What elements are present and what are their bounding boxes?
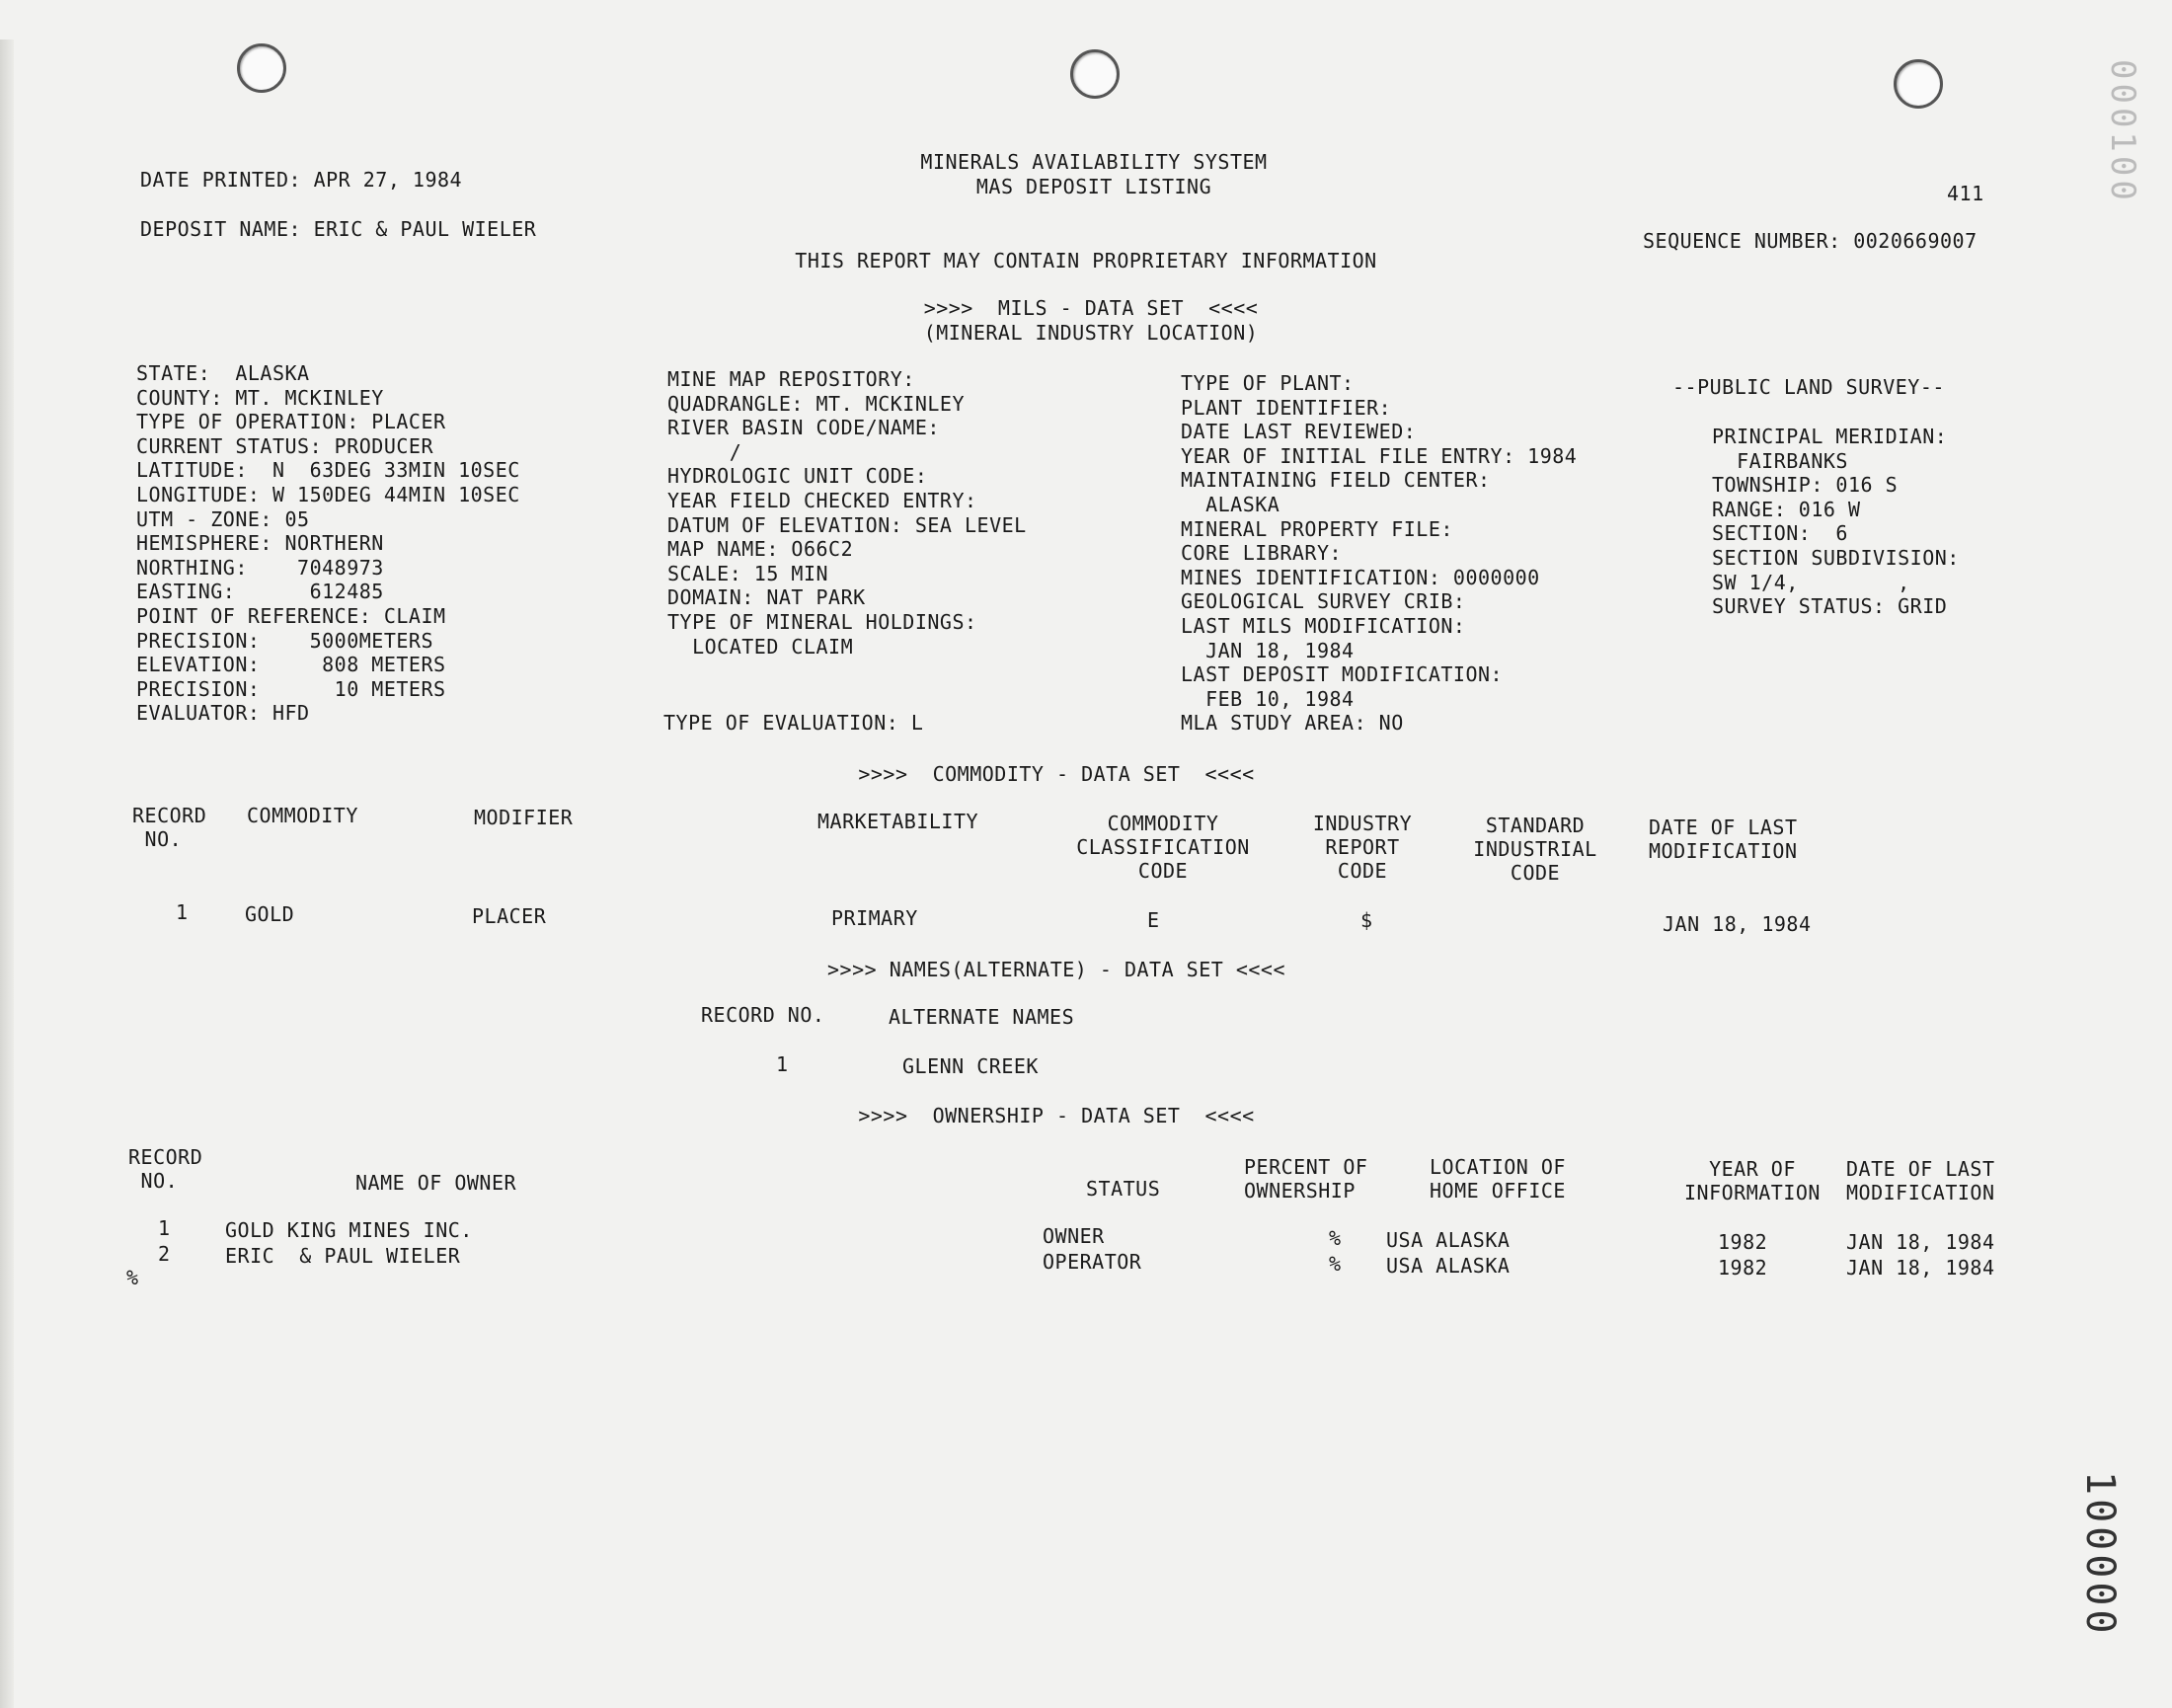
mils-field: DOMAIN: NAT PARK: [667, 585, 866, 610]
mils-field: CORE LIBRARY:: [1181, 541, 1343, 566]
ownership-row-date: JAN 18, 1984: [1846, 1256, 1995, 1280]
mils-field: LAST DEPOSIT MODIFICATION:: [1181, 662, 1504, 687]
listing-title: MAS DEPOSIT LISTING: [975, 175, 1212, 198]
ownership-row-year: 1982: [1718, 1256, 1768, 1280]
mils-field: MAINTAINING FIELD CENTER:: [1181, 468, 1491, 493]
bottom-margin-stamp: 100000: [2077, 1471, 2123, 1638]
mils-field: HEMISPHERE: NORTHERN: [136, 531, 384, 556]
type-of-evaluation: TYPE OF EVALUATION: L: [663, 711, 924, 735]
ownership-header-record: RECORD NO.: [128, 1145, 203, 1193]
mils-field: ELEVATION: 808 METERS: [136, 653, 446, 677]
mils-field: FEB 10, 1984: [1181, 686, 1355, 711]
mils-field: NORTHING: 7048973: [136, 555, 384, 580]
mils-field: LONGITUDE: W 150DEG 44MIN 10SEC: [136, 483, 520, 506]
punch-hole-center: [1070, 49, 1120, 99]
ownership-header-percent: PERCENT OF OWNERSHIP: [1244, 1155, 1368, 1203]
mils-field: SCALE: 15 MIN: [667, 561, 829, 585]
ownership-row-percent: %: [1329, 1226, 1342, 1250]
commodity-row-date: JAN 18, 1984: [1663, 912, 1812, 936]
commodity-header-date: DATE OF LAST MODIFICATION: [1649, 815, 1798, 863]
ownership-title: >>>> OWNERSHIP - DATA SET <<<<: [858, 1104, 1255, 1127]
land-survey-field: TOWNSHIP: 016 S: [1712, 473, 1899, 498]
commodity-row-marketability: PRIMARY: [831, 906, 918, 930]
mils-field: LAST MILS MODIFICATION:: [1181, 614, 1466, 638]
land-survey-field: FAIRBANKS: [1712, 448, 1848, 473]
ownership-header-owner: NAME OF OWNER: [355, 1171, 517, 1195]
mils-field: PRECISION: 5000METERS: [136, 628, 433, 653]
commodity-header-modifier: MODIFIER: [474, 806, 574, 829]
mils-field: DATE LAST REVIEWED:: [1181, 420, 1417, 444]
mils-field: MLA STUDY AREA: NO: [1181, 711, 1404, 736]
land-survey-field: SECTION: 6: [1712, 521, 1848, 546]
mils-field: PLANT IDENTIFIER:: [1181, 395, 1392, 420]
mils-field: ALASKA: [1181, 493, 1280, 516]
mils-field: HYDROLOGIC UNIT CODE:: [667, 464, 928, 489]
mils-field: PRECISION: 10 METERS: [136, 676, 446, 701]
page-edge-shadow: [0, 39, 14, 1708]
ownership-header-location: LOCATION OF HOME OFFICE: [1430, 1155, 1566, 1203]
mils-field: POINT OF REFERENCE: CLAIM: [136, 604, 446, 628]
land-survey-field: RANGE: 016 W: [1712, 497, 1861, 521]
mils-field: COUNTY: MT. MCKINLEY: [136, 385, 384, 410]
names-row-name: GLENN CREEK: [902, 1054, 1039, 1078]
commodity-row-modifier: PLACER: [472, 904, 547, 928]
ownership-row-location: USA ALASKA: [1386, 1254, 1511, 1278]
names-header-names: ALTERNATE NAMES: [889, 1005, 1075, 1029]
commodity-header-classification: COMMODITY CLASSIFICATION CODE: [1076, 812, 1250, 883]
page-number: 411: [1947, 182, 1984, 205]
mils-field: EASTING: 612485: [136, 580, 384, 604]
mils-field: CURRENT STATUS: PRODUCER: [136, 433, 433, 458]
mils-field: YEAR FIELD CHECKED ENTRY:: [667, 489, 977, 512]
ownership-row-status: OWNER: [1043, 1224, 1105, 1248]
names-title: >>>> NAMES(ALTERNATE) - DATA SET <<<<: [826, 958, 1286, 981]
sequence-number: SEQUENCE NUMBER: 0020669007: [1643, 229, 1978, 253]
ownership-row-percent: %: [1329, 1252, 1342, 1276]
mils-field: RIVER BASIN CODE/NAME:: [667, 416, 940, 440]
proprietary-notice: THIS REPORT MAY CONTAIN PROPRIETARY INFORMATION: [795, 249, 1377, 272]
commodity-header-marketability: MARKETABILITY: [817, 810, 979, 833]
land-survey-field: SECTION SUBDIVISION:: [1712, 546, 1960, 570]
mils-field: TYPE OF PLANT:: [1181, 371, 1355, 395]
mils-field: STATE: ALASKA: [136, 361, 310, 385]
commodity-row-record: 1: [176, 900, 189, 924]
mils-field: UTM - ZONE: 05: [136, 506, 310, 531]
deposit-name: DEPOSIT NAME: ERIC & PAUL WIELER: [140, 217, 537, 241]
trailing-percent: %: [126, 1266, 139, 1289]
punch-hole-right: [1894, 59, 1943, 109]
ownership-row-year: 1982: [1718, 1230, 1768, 1254]
mils-field: EVALUATOR: HFD: [136, 701, 310, 726]
mils-field: TYPE OF OPERATION: PLACER: [136, 410, 446, 434]
land-survey-field: SURVEY STATUS: GRID: [1712, 594, 1948, 619]
land-survey-field: PRINCIPAL MERIDIAN:: [1712, 425, 1948, 448]
mils-field: MINERAL PROPERTY FILE:: [1181, 516, 1453, 541]
mils-title: >>>> MILS - DATA SET <<<<: [923, 296, 1259, 320]
mils-field: MINES IDENTIFICATION: 0000000: [1181, 565, 1540, 589]
ownership-header-year: YEAR OF INFORMATION: [1684, 1157, 1821, 1204]
land-survey-field: SW 1/4, ,: [1712, 570, 1910, 594]
ownership-row-status: OPERATOR: [1043, 1250, 1142, 1274]
ownership-row-location: USA ALASKA: [1386, 1228, 1511, 1252]
mils-field: YEAR OF INITIAL FILE ENTRY: 1984: [1181, 443, 1578, 468]
ownership-row-record: 1: [158, 1216, 171, 1240]
mils-field: LATITUDE: N 63DEG 33MIN 10SEC: [136, 458, 520, 483]
public-land-survey-title: --PUBLIC LAND SURVEY--: [1672, 375, 1945, 399]
ownership-header-status: STATUS: [1086, 1177, 1161, 1201]
ownership-row-owner: ERIC & PAUL WIELER: [225, 1244, 461, 1268]
mils-field: LOCATED CLAIM: [667, 634, 854, 659]
date-printed: DATE PRINTED: APR 27, 1984: [140, 168, 463, 192]
commodity-title: >>>> COMMODITY - DATA SET <<<<: [858, 762, 1255, 786]
commodity-header-record: RECORD NO.: [132, 804, 207, 851]
commodity-header-industry-report: INDUSTRY REPORT CODE: [1312, 812, 1413, 883]
mils-field: /: [667, 439, 742, 464]
top-margin-stamp: 000100: [2103, 59, 2142, 204]
commodity-header-sic: STANDARD INDUSTRIAL CODE: [1473, 814, 1597, 885]
names-row-record: 1: [776, 1052, 789, 1076]
ownership-header-date: DATE OF LAST MODIFICATION: [1846, 1157, 1995, 1204]
mils-field: MAP NAME: O66C2: [667, 537, 854, 562]
commodity-header-commodity: COMMODITY: [247, 804, 358, 827]
commodity-row-industry-report: $: [1360, 908, 1373, 932]
system-title: MINERALS AVAILABILITY SYSTEM: [920, 150, 1268, 174]
mils-field: TYPE OF MINERAL HOLDINGS:: [667, 610, 977, 634]
punch-hole-left: [237, 43, 286, 93]
commodity-row-commodity: GOLD: [245, 902, 295, 926]
mils-field: QUADRANGLE: MT. MCKINLEY: [667, 391, 965, 416]
commodity-row-classification: E: [1147, 908, 1160, 932]
mils-field: JAN 18, 1984: [1181, 638, 1355, 662]
ownership-row-owner: GOLD KING MINES INC.: [225, 1218, 473, 1242]
ownership-row-date: JAN 18, 1984: [1846, 1230, 1995, 1254]
mils-field: MINE MAP REPOSITORY:: [667, 367, 915, 391]
mils-field: DATUM OF ELEVATION: SEA LEVEL: [667, 512, 1027, 537]
names-header-record: RECORD NO.: [701, 1003, 825, 1027]
mils-subtitle: (MINERAL INDUSTRY LOCATION): [923, 321, 1259, 345]
mils-field: GEOLOGICAL SURVEY CRIB:: [1181, 589, 1466, 614]
ownership-row-record: 2: [158, 1242, 171, 1266]
